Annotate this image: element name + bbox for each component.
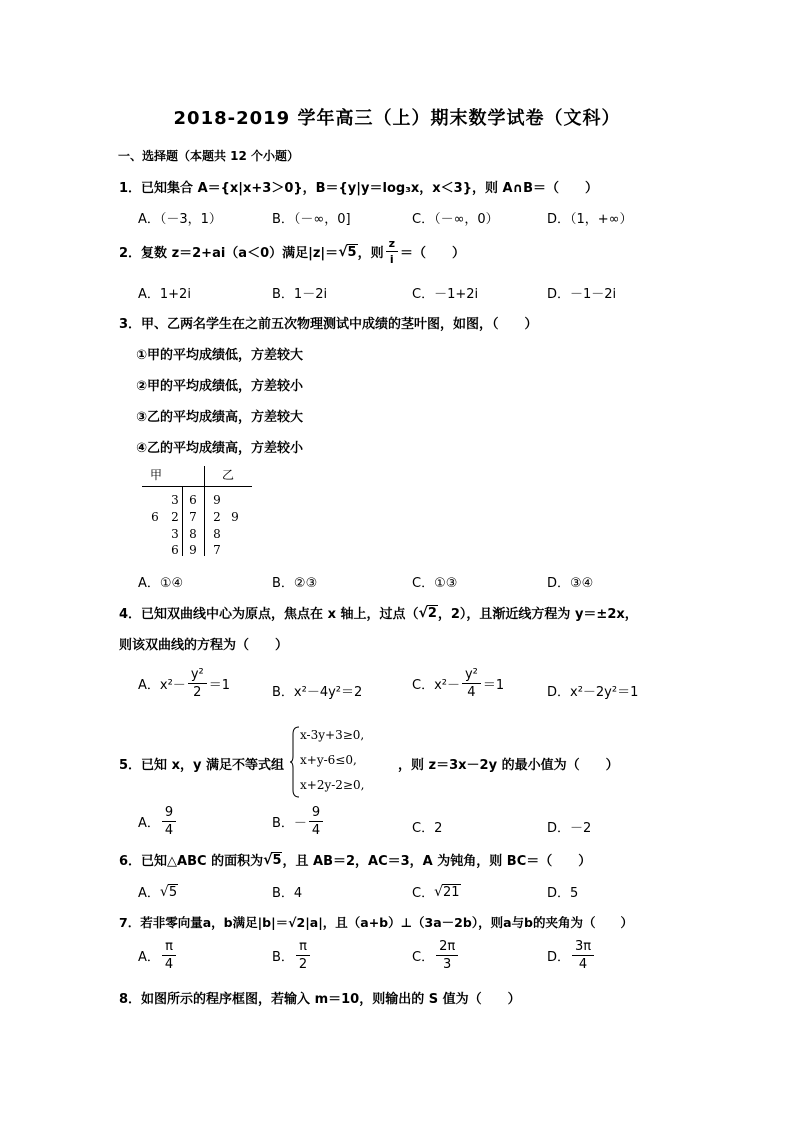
q7-b-fraction <box>296 940 310 971</box>
q1-option-c[interactable]: C．（－∞，0） <box>412 212 499 227</box>
q7-c-label: C． <box>412 950 435 965</box>
q4-a-num: y² <box>188 668 207 684</box>
stem-leaf-plot <box>142 466 252 556</box>
q6-c-label: C． <box>412 886 435 901</box>
stem-leaf-cell: 9 <box>213 493 221 507</box>
q5-a-fraction <box>162 806 176 837</box>
question-4-stem <box>119 603 638 622</box>
q6-a-sqrt: 5 <box>168 884 178 900</box>
q2-option-d[interactable]: D．－1－2i <box>547 287 617 302</box>
question-3-stem: 3．甲、乙两名学生在之前五次物理测试中成绩的茎叶图，如图，（ ） <box>119 317 538 332</box>
stem-leaf-header-left: 甲 <box>150 468 163 482</box>
page-title: 2018-2019 学年高三（上）期末数学试卷（文科） <box>173 108 621 129</box>
q4-c-num: y² <box>462 668 481 684</box>
q2-stem-part-a: 2．复数 z＝2+ai（a＜0）满足|z|＝ <box>119 246 339 261</box>
q7-b-num: π <box>296 940 310 956</box>
q4-c-pre: C．x²－ <box>412 678 460 693</box>
q6-stem-part-a: 6．已知△ABC 的面积为 <box>119 854 264 869</box>
stem-leaf-cell: 8 <box>189 527 197 541</box>
stem-leaf-cell: 9 <box>231 510 239 524</box>
q3-statement-2: ②甲的平均成绩低，方差较小 <box>136 379 304 394</box>
q2-stem-part-b: ，则 <box>357 246 384 261</box>
stem-leaf-divider-right <box>204 466 205 556</box>
q7-option-c[interactable] <box>412 940 460 971</box>
q4-c-fraction <box>462 668 481 699</box>
q2-option-c[interactable]: C．－1+2i <box>412 287 479 302</box>
stem-leaf-cell: 6 <box>151 510 159 524</box>
question-4-stem-line2: 则该双曲线的方程为（ ） <box>119 638 289 653</box>
q4-option-a[interactable] <box>138 668 230 699</box>
question-8-stem: 8．如图所示的程序框图，若输入 m＝10，则输出的 S 值为（ ） <box>119 992 521 1007</box>
stem-leaf-cell: 6 <box>189 493 197 507</box>
q4-stem-part-b: ，2），且渐近线方程为 y＝±2x， <box>437 607 638 622</box>
q5-option-d[interactable]: D．－2 <box>547 821 592 836</box>
q7-b-den: 2 <box>298 957 308 972</box>
q6-option-d[interactable]: D．5 <box>547 886 579 901</box>
question-6-stem <box>119 850 591 869</box>
stem-leaf-header-rule <box>142 486 252 487</box>
q4-a-pre: A．x²－ <box>138 678 186 693</box>
q2-option-b[interactable]: B．1－2i <box>272 287 328 302</box>
q6-sqrt-value: 5 <box>272 852 282 868</box>
question-2-stem <box>119 238 465 265</box>
q5-a-num: 9 <box>162 806 176 822</box>
q6-c-sqrt: 21 <box>443 884 460 900</box>
sqrt-symbol: √ 5 <box>159 883 178 900</box>
q5-a-label: A． <box>138 816 160 831</box>
q4-option-d[interactable]: D．x²－2y²＝1 <box>547 685 639 700</box>
q6-option-b[interactable]: B．4 <box>272 886 303 901</box>
q7-b-label: B． <box>272 950 294 965</box>
q7-c-den: 3 <box>442 957 452 972</box>
stem-leaf-cell: 3 <box>171 527 179 541</box>
q7-d-den: 4 <box>578 957 588 972</box>
q5-b-label: B．－ <box>272 816 307 831</box>
q4-option-c[interactable] <box>412 668 504 699</box>
system-line-3: x+2y-2≥0, <box>300 778 365 792</box>
q7-a-fraction <box>162 940 176 971</box>
q4-a-post: ＝1 <box>208 678 230 693</box>
stem-leaf-cell: 3 <box>171 493 179 507</box>
q7-d-fraction <box>572 940 594 971</box>
q4-stem-part-a: 4．已知双曲线中心为原点，焦点在 x 轴上，过点（ <box>119 607 419 622</box>
q3-option-b[interactable]: B．②③ <box>272 576 318 591</box>
q1-option-b[interactable]: B．（－∞，0] <box>272 212 351 227</box>
stem-leaf-cell: 7 <box>213 543 221 557</box>
stem-leaf-cell: 7 <box>189 510 197 524</box>
q7-option-a[interactable] <box>138 940 178 971</box>
q2-stem-part-c: ＝（ ） <box>400 246 466 261</box>
q7-d-num: 3π <box>572 940 594 956</box>
sqrt-symbol: √ 5 <box>338 243 357 260</box>
q7-option-d[interactable] <box>547 940 596 971</box>
section-heading: 一、选择题（本题共 12 个小题） <box>118 149 300 163</box>
q5-option-a[interactable] <box>138 806 178 837</box>
q4-option-b[interactable]: B．x²－4y²＝2 <box>272 685 363 700</box>
question-5-stem-a: 5．已知 x，y 满足不等式组 <box>119 758 284 773</box>
q1-option-a[interactable]: A．（－3，1） <box>138 212 222 227</box>
q3-statement-1: ①甲的平均成绩低，方差较大 <box>136 348 304 363</box>
q6-option-c[interactable] <box>412 882 461 901</box>
stem-leaf-divider-left <box>182 487 183 556</box>
q5-b-fraction <box>309 806 323 837</box>
q4-a-fraction <box>188 668 207 699</box>
stem-leaf-header-right: 乙 <box>222 468 235 482</box>
system-line-2: x+y-6≤0, <box>300 753 357 767</box>
q4-a-den: 2 <box>193 685 202 700</box>
sqrt-symbol: √ 2 <box>418 604 437 621</box>
q5-option-c[interactable]: C．2 <box>412 821 443 836</box>
q5-option-b[interactable] <box>272 806 325 837</box>
q7-a-label: A． <box>138 950 160 965</box>
q3-option-c[interactable]: C．①③ <box>412 576 458 591</box>
q3-option-a[interactable]: A．①④ <box>138 576 184 591</box>
q7-d-label: D． <box>547 950 571 965</box>
q6-option-a[interactable] <box>138 882 178 901</box>
q3-option-d[interactable]: D．③④ <box>547 576 594 591</box>
question-7-stem: 7．若非零向量a，b满足|b|＝√2|a|，且（a+b）⊥（3a－2b），则a与b的夹角为（ ） <box>119 915 633 930</box>
q5-b-num: 9 <box>309 806 323 822</box>
q6-stem-part-b: ，且 AB＝2，AC＝3，A 为钝角，则 BC＝（ ） <box>282 854 592 869</box>
sqrt-symbol: √ 5 <box>263 851 282 868</box>
stem-leaf-cell: 2 <box>171 510 179 524</box>
q5-b-den: 4 <box>311 823 321 838</box>
sqrt-symbol: √ 21 <box>434 883 460 900</box>
stem-leaf-cell: 6 <box>171 543 179 557</box>
q7-option-b[interactable] <box>272 940 312 971</box>
stem-leaf-cell: 2 <box>213 510 221 524</box>
stem-leaf-cell: 9 <box>189 543 197 557</box>
question-5-stem-b: ，则 z＝3x－2y 的最小值为（ ） <box>398 758 619 773</box>
question-1-stem: 1．已知集合 A＝{x|x+3＞0}，B＝{y|y＝log₃x，x＜3}，则 A∩B＝（ ） <box>119 181 599 196</box>
q6-a-label: A． <box>138 886 160 901</box>
brace-icon <box>290 726 300 798</box>
stem-leaf-cell: 8 <box>213 527 221 541</box>
q2-frac-num: z <box>386 238 398 252</box>
q7-a-den: 4 <box>164 957 174 972</box>
q4-c-den: 4 <box>467 685 476 700</box>
q2-sqrt-value: 5 <box>347 244 357 260</box>
q2-option-a[interactable]: A．1+2i <box>138 287 191 302</box>
q4-c-post: ＝1 <box>482 678 505 693</box>
q7-c-fraction <box>436 940 458 971</box>
q1-option-d[interactable]: D．（1，+∞） <box>547 212 633 227</box>
q4-sqrt-value: 2 <box>427 605 437 621</box>
q2-fraction <box>386 238 398 265</box>
q3-statement-4: ④乙的平均成绩高，方差较小 <box>136 441 304 456</box>
system-line-1: x-3y+3≥0, <box>300 728 365 742</box>
q7-c-num: 2π <box>436 940 458 956</box>
q2-frac-den: i <box>389 253 394 266</box>
q5-a-den: 4 <box>164 823 174 838</box>
q7-a-num: π <box>162 940 176 956</box>
q3-statement-3: ③乙的平均成绩高，方差较大 <box>136 410 304 425</box>
